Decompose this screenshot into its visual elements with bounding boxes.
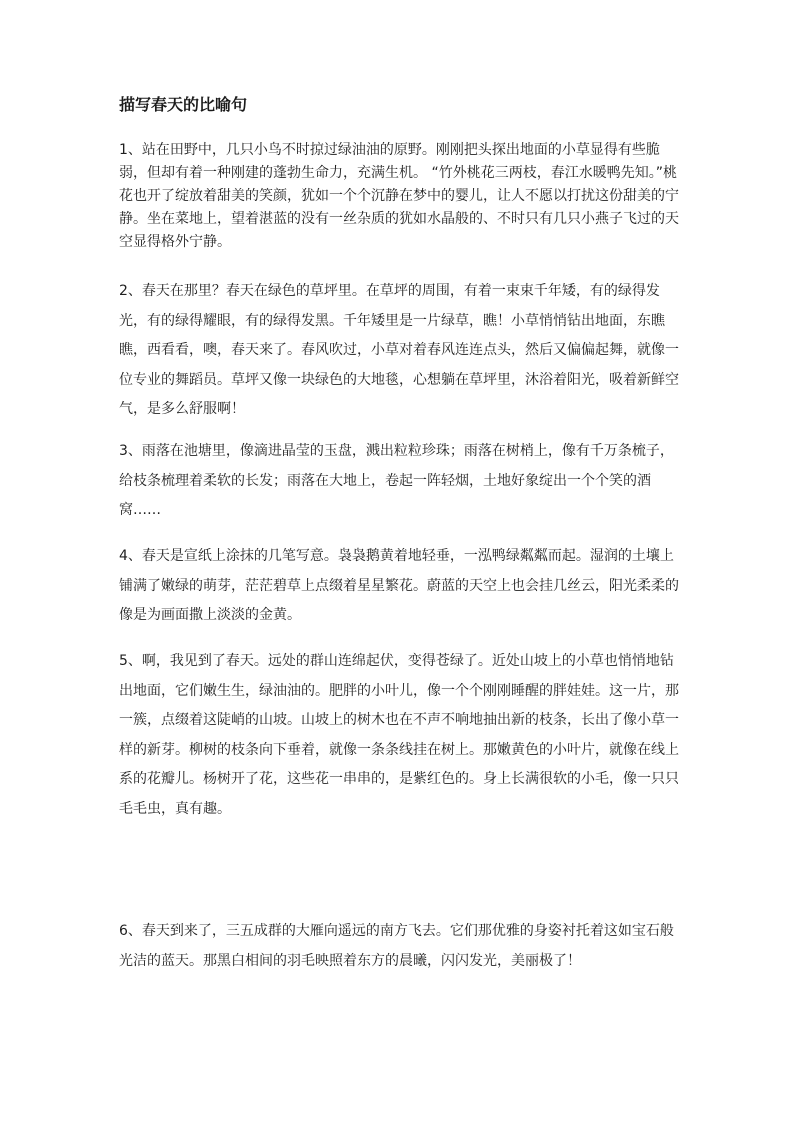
paragraph-5: 5、啊，我见到了春天。远处的群山连绵起伏，变得苍绿了。近处山坡上的小草也悄悄地钻出地面，它们嫩生生，绿油油的。肥胖的小叶儿，像一个个刚刚睡醒的胖娃娃。这一片，那一簇，点缀着这陡峭的山坡。山坡上的树木也在不声不响地抽出新的枝条，长出了像小草一样的新芽。柳树的枝条向下垂着，就像一条条线挂在树上。那嫩黄色的小叶片，就像在线上系的花瓣儿。杨树开了花，这些花一串串的，是紫红色的。身上长满很软的小毛，像一只只毛毛虫，真有趣。 [119, 653, 679, 817]
paragraph-3: 3、雨落在池塘里，像滴进晶莹的玉盘，溅出粒粒珍珠；雨落在树梢上，像有千万条梳子，给枝条梳理着柔软的长发；雨落在大地上，卷起一阵轻烟，土地好象绽出一个个笑的酒窝…… [119, 443, 674, 519]
paragraph-1: 1、站在田野中，几只小鸟不时掠过绿油油的原野。刚刚把头探出地面的小草显得有些脆弱，但却有着一种刚建的蓬勃生命力，充满生机。 “竹外桃花三两枝，春江水暖鸭先知。”桃花也开了绽放着甜美的笑颜，犹如一个个沉静在梦中的婴儿，让人不愿以打扰这份甜美的宁静。坐在菜地上，望着湛蓝的没有一丝杂质的犹如水晶般的、不时只有几只小燕子飞过的天空显得格外宁静。 [119, 142, 679, 250]
document-title: 描写春天的比喻句 [119, 95, 248, 114]
paragraph-6: 6、春天到来了，三五成群的大雁向遥远的南方飞去。它们那优雅的身姿衬托着这如宝石般光洁的蓝天。那黑白相间的羽毛映照着东方的晨曦，闪闪发光，美丽极了！ [119, 923, 674, 969]
paragraph-4: 4、春天是宣纸上涂抹的几笔写意。袅袅鹅黄着地轻垂，一泓鸭绿粼粼而起。湿润的土壤上铺满了嫩绿的萌芽，茫茫碧草上点缀着星星繁花。蔚蓝的天空上也会挂几丝云，阳光柔柔的像是为画面撒上淡淡的金黄。 [119, 548, 679, 624]
paragraph-2: 2、春天在那里？春天在绿色的草坪里。在草坪的周围，有着一束束千年矮，有的绿得发光，有的绿得耀眼，有的绿得发黑。千年矮里是一片绿草，瞧！小草悄悄钻出地面，东瞧瞧，西看看，噢，春天来了。春风吹过，小草对着春风连连点头，然后又偏偏起舞，就像一位专业的舞蹈员。草坪又像一块绿色的大地毯，心想躺在草坪里，沐浴着阳光，吸着新鲜空气，是多么舒服啊！ [119, 283, 679, 418]
